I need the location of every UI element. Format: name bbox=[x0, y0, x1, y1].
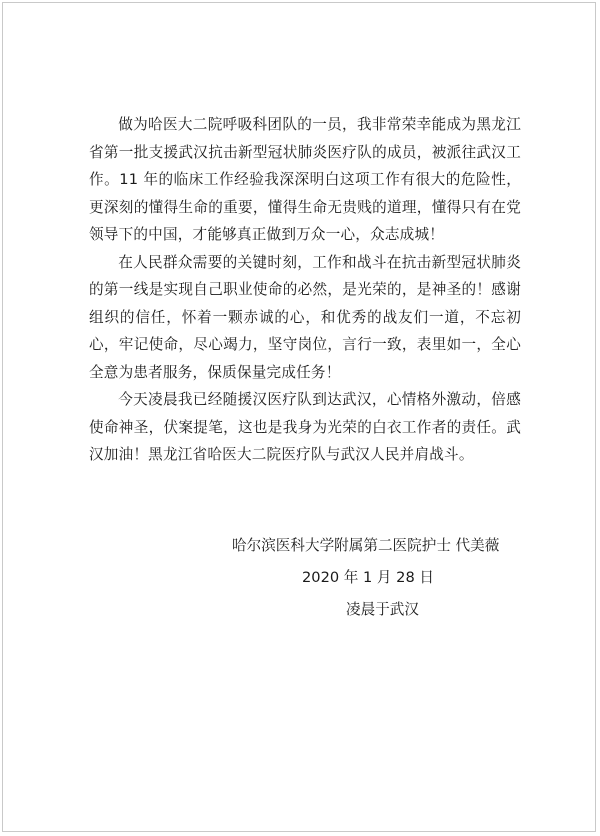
signature-place: 凌晨于武汉 bbox=[346, 601, 419, 618]
letter-paragraph-2: 在人民群众需要的关键时刻，工作和战斗在抗击新型冠状肺炎的第一线是实现自己职业使命的必然，是光荣的，是神圣的！感谢组织的信任，怀着一颗赤诚的心，和优秀的战友们一道，不忘初心，牢记使命，尽心竭力，坚守岗位，言行一致，表里如一，全心全意为患者服务，保质保量完成任务！ bbox=[89, 253, 521, 381]
letter-page bbox=[2, 2, 596, 832]
signature-date: 2020 年 1 月 28 日 bbox=[302, 569, 434, 586]
letter-body bbox=[89, 111, 521, 469]
letter-paragraph-3: 今天凌晨我已经随援汉医疗队到达武汉，心情格外激动，倍感使命神圣，伏案提笔，这也是我身为光荣的白衣工作者的责任。武汉加油！黑龙江省哈医大二院医疗队与武汉人民并肩战斗。 bbox=[89, 391, 521, 463]
signature-organization: 哈尔滨医科大学附属第二医院护士 代美薇 bbox=[232, 537, 500, 554]
letter-paragraph-1: 做为哈医大二院呼吸科团队的一员，我非常荣幸能成为黑龙江省第一批支援武汉抗击新型冠状肺炎医疗队的成员，被派往武汉工作。11 年的临床工作经验我深深明白这项工作有很大的危险性，更深刻的懂得生命的重要，懂得生命无贵贱的道理，懂得只有在党领导下的中国，才能够真正做到万众一心，众志成城！ bbox=[89, 116, 521, 243]
